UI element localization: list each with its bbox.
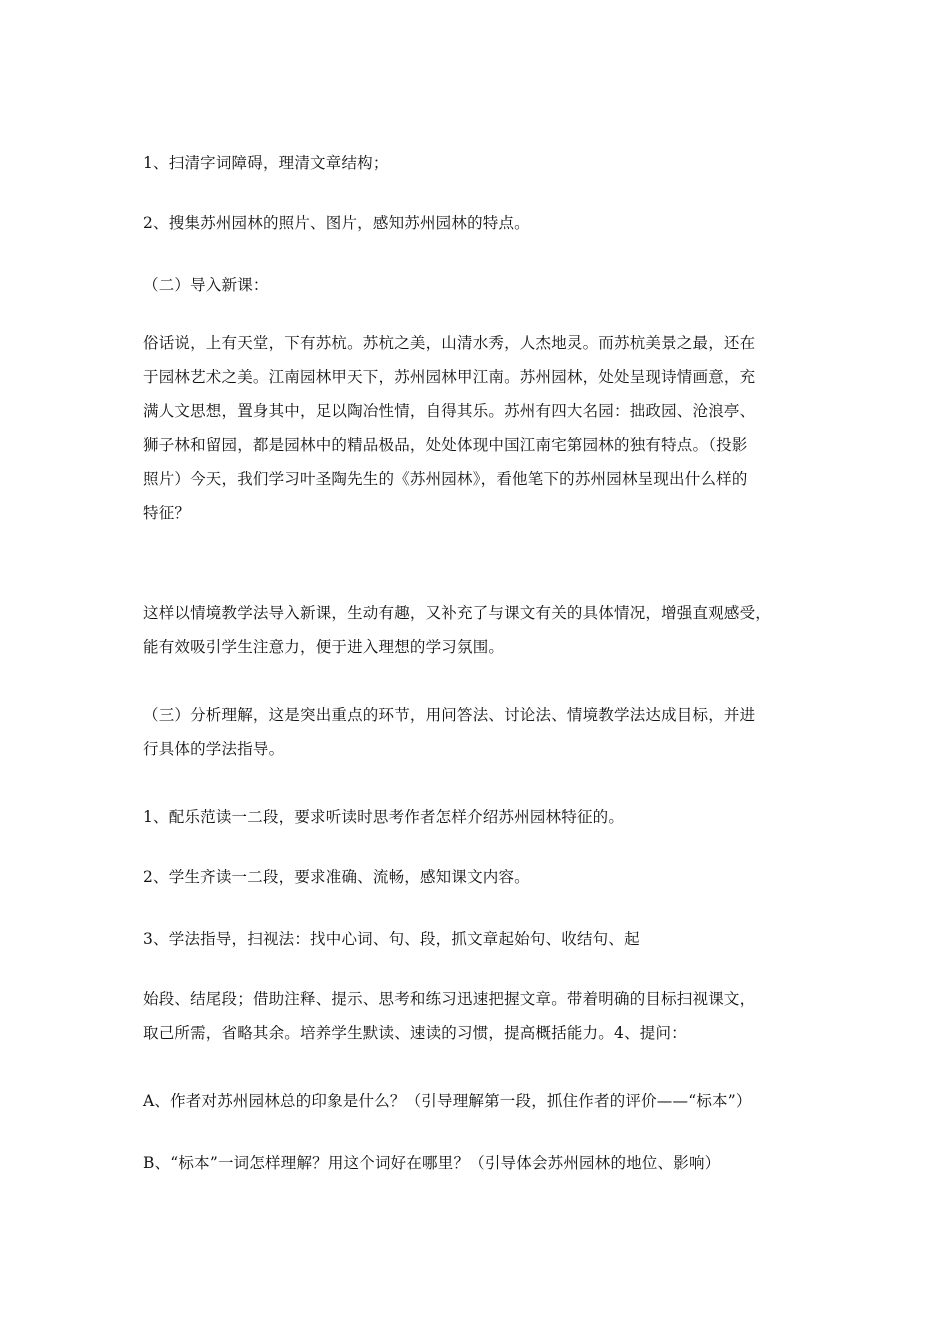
- text-line: 能有效吸引学生注意力，便于进入理想的学习氛围。: [143, 638, 505, 656]
- paragraph-step-3-continued: [143, 982, 803, 1050]
- text-line: 照片）今天，我们学习叶圣陶先生的《苏州园林》，看他笔下的苏州园林呈现出什么样的: [143, 470, 748, 488]
- question-b: [143, 1146, 803, 1180]
- text-line: 俗话说，上有天堂，下有苏杭。苏杭之美，山清水秀，人杰地灵。而苏杭美景之最，还在: [143, 334, 756, 352]
- text-line: 3、学法指导，扫视法：找中心词、句、段，抓文章起始句、收结句、起: [143, 930, 640, 948]
- text-line: 1、配乐范读一二段，要求听读时思考作者怎样介绍苏州园林特征的。: [143, 808, 625, 826]
- text-line: 2、搜集苏州园林的照片、图片，感知苏州园林的特点。: [143, 214, 530, 232]
- text-line: 于园林艺术之美。江南园林甲天下，苏州园林甲江南。苏州园林，处处呈现诗情画意，充: [143, 368, 756, 386]
- paragraph-step-2: [143, 860, 803, 894]
- text-line: 始段、结尾段；借助注释、提示、思考和练习迅速把握文章。带着明确的目标扫视课文，: [143, 990, 756, 1008]
- paragraph-step-3: [143, 922, 803, 956]
- text-line: 满人文思想，置身其中，足以陶冶性情，自得其乐。苏州有四大名园：拙政园、沧浪亭、: [143, 402, 756, 420]
- text-line: 1、扫清字词障碍，理清文章结构；: [143, 154, 389, 172]
- section-heading-intro: [143, 268, 803, 302]
- section-heading-analysis: [143, 698, 803, 766]
- paragraph-step-1: [143, 800, 803, 834]
- text-line: 特征？: [143, 504, 191, 522]
- text-line: （三）分析理解，这是突出重点的环节，用问答法、讨论法、情境教学法达成目标，并进: [143, 706, 756, 724]
- text-line: 取己所需，省略其余。培养学生默读、速读的习惯，提高概括能力。4、提问：: [143, 1024, 687, 1042]
- paragraph-method-note: [143, 596, 803, 664]
- paragraph-preview-task-2: [143, 206, 803, 240]
- question-a: [143, 1084, 803, 1118]
- text-line: 这样以情境教学法导入新课，生动有趣，又补充了与课文有关的具体情况，增强直观感受，: [143, 604, 772, 622]
- text-line: （二）导入新课：: [143, 276, 269, 294]
- text-line: 2、学生齐读一二段，要求准确、流畅，感知课文内容。: [143, 868, 530, 886]
- text-line: 狮子林和留园，都是园林中的精品极品，处处体现中国江南宅第园林的独有特点。（投影: [143, 436, 748, 454]
- text-line: B、“标本”一词怎样理解？用这个词好在哪里？（引导体会苏州园林的地位、影响）: [143, 1154, 721, 1172]
- paragraph-intro-text: [143, 326, 803, 530]
- text-line: 行具体的学法指导。: [143, 740, 285, 758]
- text-line: A、作者对苏州园林总的印象是什么？（引导理解第一段，抓住作者的评价——“标本”）: [143, 1092, 752, 1110]
- paragraph-preview-task-1: [143, 146, 803, 180]
